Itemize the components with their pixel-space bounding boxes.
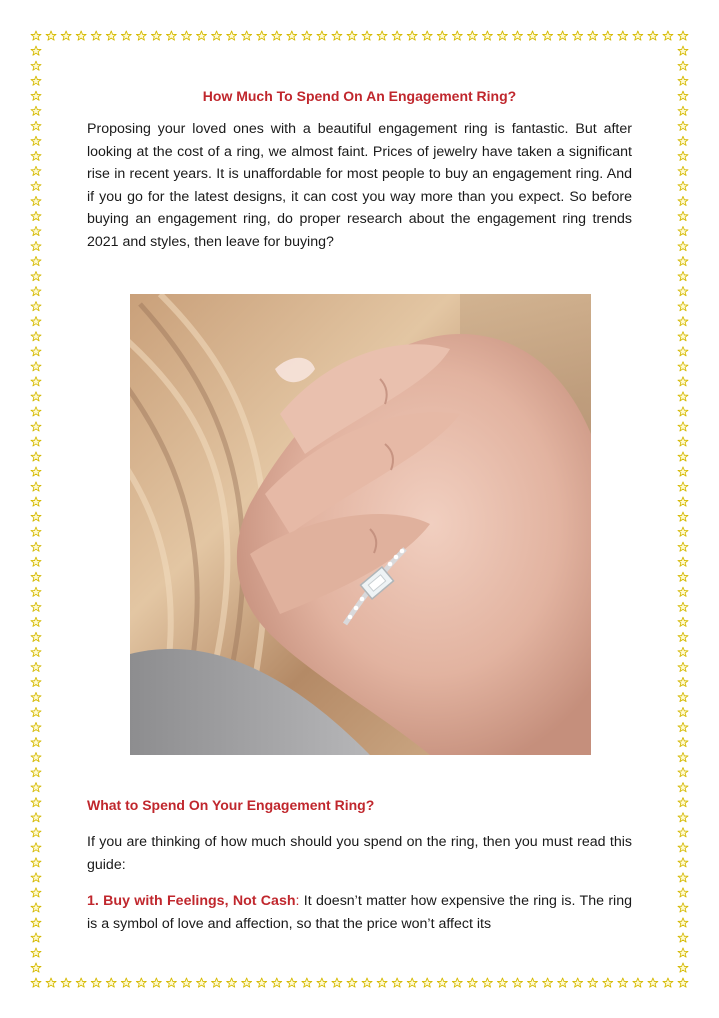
star-icon — [678, 302, 688, 311]
star-icon — [31, 91, 41, 100]
star-icon — [302, 978, 312, 987]
star-icon — [678, 602, 688, 611]
star-icon — [678, 978, 688, 987]
star-icon — [31, 722, 41, 731]
star-icon — [678, 286, 688, 295]
star-icon — [31, 677, 41, 686]
star-icon — [543, 978, 553, 987]
star-icon — [31, 617, 41, 626]
star-icon — [121, 978, 131, 987]
star-icon — [317, 978, 327, 987]
star-icon — [588, 978, 598, 987]
star-icon — [362, 31, 372, 40]
star-icon — [543, 31, 553, 40]
star-icon — [452, 31, 462, 40]
star-icon — [678, 858, 688, 867]
star-icon — [678, 181, 688, 190]
star-icon — [151, 978, 161, 987]
star-icon — [437, 31, 447, 40]
star-icon — [407, 978, 417, 987]
star-icon — [678, 677, 688, 686]
star-icon — [678, 963, 688, 972]
star-icon — [31, 76, 41, 85]
star-icon — [678, 557, 688, 566]
star-icon — [512, 31, 522, 40]
star-icon — [678, 933, 688, 942]
star-icon — [678, 542, 688, 551]
star-icon — [678, 91, 688, 100]
star-icon — [31, 467, 41, 476]
star-icon — [332, 31, 342, 40]
star-icon — [136, 978, 146, 987]
star-icon — [31, 271, 41, 280]
star-icon — [678, 377, 688, 386]
page-title: How Much To Spend On An Engagement Ring? — [202, 88, 517, 104]
star-icon — [377, 978, 387, 987]
star-icon — [422, 31, 432, 40]
star-icon — [678, 121, 688, 130]
star-icon — [527, 31, 537, 40]
star-icon — [392, 31, 402, 40]
star-icon — [31, 737, 41, 746]
star-icon — [512, 978, 522, 987]
star-icon — [618, 978, 628, 987]
intro-paragraph: Proposing your loved ones with a beautiful engagement ring is fantastic. But after looking at the cost of a ring, we almost faint. Prices of jewelry have taken a significant rise in recent years. It is unaffordable for most people to buy an engagement ring. And if you go for the latest designs, it can cost you way more than you expect. So before buying an engagement ring, do proper research about the engagement ring trends 2021 and styles, then leave for buying? — [87, 121, 632, 250]
star-icon — [227, 978, 237, 987]
star-icon — [31, 602, 41, 611]
point-1-text: It doesn’t matter how expensive the ring is. The ring is a symbol of love and affection, so that the price won’t affect its — [87, 893, 632, 932]
star-icon — [558, 31, 568, 40]
star-icon — [678, 392, 688, 401]
star-icon — [181, 31, 191, 40]
star-icon — [166, 978, 176, 987]
star-icon — [46, 978, 56, 987]
star-icon — [31, 392, 41, 401]
star-icon — [347, 31, 357, 40]
star-icon — [31, 136, 41, 145]
star-icon — [678, 873, 688, 882]
star-icon — [332, 978, 342, 987]
star-icon — [678, 226, 688, 235]
star-icon — [31, 632, 41, 641]
star-icon — [678, 587, 688, 596]
star-icon — [31, 106, 41, 115]
star-icon — [31, 707, 41, 716]
star-icon — [31, 918, 41, 927]
star-icon — [61, 31, 71, 40]
star-icon — [31, 377, 41, 386]
star-icon — [31, 587, 41, 596]
star-icon — [678, 783, 688, 792]
star-icon — [257, 978, 267, 987]
page-content — [87, 88, 632, 253]
star-icon — [678, 632, 688, 641]
star-icon — [31, 662, 41, 671]
star-icon — [196, 978, 206, 987]
star-icon — [678, 61, 688, 70]
star-icon — [31, 813, 41, 822]
star-icon — [76, 31, 86, 40]
star-icon — [31, 46, 41, 55]
star-icon — [76, 978, 86, 987]
star-icon — [227, 31, 237, 40]
star-icon — [31, 302, 41, 311]
star-icon — [31, 692, 41, 701]
star-icon — [618, 31, 628, 40]
star-icon — [31, 317, 41, 326]
star-icon — [31, 166, 41, 175]
star-icon — [467, 978, 477, 987]
star-icon — [242, 31, 252, 40]
star-icon — [678, 497, 688, 506]
point-1-label: 1. Buy with Feelings, Not Cash — [87, 893, 296, 909]
star-icon — [31, 858, 41, 867]
star-icon — [31, 903, 41, 912]
star-icon — [257, 31, 267, 40]
star-icon — [31, 497, 41, 506]
star-icon — [663, 978, 673, 987]
star-icon — [678, 512, 688, 521]
star-icon — [31, 181, 41, 190]
star-icon — [588, 31, 598, 40]
star-icon — [678, 843, 688, 852]
star-icon — [648, 978, 658, 987]
star-icon — [678, 452, 688, 461]
star-icon — [91, 978, 101, 987]
star-icon — [31, 933, 41, 942]
star-icon — [648, 31, 658, 40]
star-icon — [302, 31, 312, 40]
star-icon — [558, 978, 568, 987]
star-icon — [31, 121, 41, 130]
star-icon — [31, 798, 41, 807]
star-icon — [603, 978, 613, 987]
star-icon — [31, 196, 41, 205]
star-icon — [467, 31, 477, 40]
section-what-to-spend — [87, 797, 632, 935]
star-icon — [497, 978, 507, 987]
star-icon — [272, 31, 282, 40]
star-icon — [242, 978, 252, 987]
star-icon — [46, 31, 56, 40]
star-icon — [678, 662, 688, 671]
star-icon — [287, 31, 297, 40]
star-icon — [678, 752, 688, 761]
star-icon — [31, 783, 41, 792]
section-intro: If you are thinking of how much should you spend on the ring, then you must read this guide: — [87, 834, 632, 873]
star-icon — [31, 452, 41, 461]
star-icon — [31, 768, 41, 777]
star-icon — [31, 226, 41, 235]
star-icon — [31, 31, 41, 40]
star-icon — [678, 918, 688, 927]
star-icon — [482, 978, 492, 987]
star-icon — [212, 978, 222, 987]
star-icon — [31, 422, 41, 431]
star-icon — [678, 256, 688, 265]
star-icon — [136, 31, 146, 40]
star-icon — [31, 332, 41, 341]
star-icon — [31, 527, 41, 536]
star-icon — [678, 166, 688, 175]
star-icon — [678, 828, 688, 837]
star-icon — [166, 31, 176, 40]
star-icon — [678, 46, 688, 55]
star-icon — [678, 467, 688, 476]
star-icon — [287, 978, 297, 987]
star-icon — [31, 347, 41, 356]
star-icon — [573, 31, 583, 40]
star-icon — [497, 31, 507, 40]
star-icon — [392, 978, 402, 987]
star-icon — [377, 31, 387, 40]
star-icon — [678, 768, 688, 777]
star-icon — [678, 482, 688, 491]
point-1 — [87, 890, 632, 935]
star-icon — [31, 888, 41, 897]
star-icon — [678, 692, 688, 701]
star-icon — [678, 332, 688, 341]
star-icon — [482, 31, 492, 40]
star-icon — [678, 196, 688, 205]
star-icon — [121, 31, 131, 40]
star-icon — [678, 241, 688, 250]
star-icon — [678, 647, 688, 656]
star-icon — [347, 978, 357, 987]
star-icon — [31, 978, 41, 987]
star-icon — [678, 617, 688, 626]
star-icon — [603, 31, 613, 40]
star-icon — [678, 527, 688, 536]
star-icon — [573, 978, 583, 987]
star-icon — [31, 963, 41, 972]
star-icon — [31, 482, 41, 491]
star-icon — [31, 873, 41, 882]
star-icon — [31, 843, 41, 852]
star-icon — [678, 813, 688, 822]
point-1-separator: : — [295, 893, 300, 909]
star-icon — [678, 903, 688, 912]
star-icon — [106, 978, 116, 987]
star-icon — [678, 407, 688, 416]
star-icon — [31, 542, 41, 551]
star-icon — [272, 978, 282, 987]
star-icon — [678, 136, 688, 145]
star-icon — [31, 647, 41, 656]
star-icon — [678, 422, 688, 431]
star-icon — [678, 211, 688, 220]
star-icon — [317, 31, 327, 40]
star-icon — [678, 722, 688, 731]
star-icon — [678, 948, 688, 957]
star-icon — [678, 347, 688, 356]
star-icon — [31, 241, 41, 250]
star-icon — [678, 798, 688, 807]
star-icon — [31, 752, 41, 761]
star-icon — [678, 76, 688, 85]
star-icon — [31, 256, 41, 265]
star-icon — [151, 31, 161, 40]
star-icon — [181, 978, 191, 987]
star-icon — [31, 948, 41, 957]
star-icon — [678, 362, 688, 371]
star-icon — [633, 31, 643, 40]
star-icon — [31, 557, 41, 566]
star-icon — [31, 286, 41, 295]
star-icon — [31, 151, 41, 160]
star-icon — [678, 888, 688, 897]
section-heading: What to Spend On Your Engagement Ring? — [87, 797, 375, 813]
star-icon — [407, 31, 417, 40]
star-icon — [437, 978, 447, 987]
star-icon — [196, 31, 206, 40]
star-icon — [106, 31, 116, 40]
star-icon — [678, 572, 688, 581]
star-icon — [678, 271, 688, 280]
star-icon — [31, 362, 41, 371]
star-icon — [678, 106, 688, 115]
star-icon — [31, 407, 41, 416]
star-icon — [31, 211, 41, 220]
star-icon — [31, 437, 41, 446]
star-icon — [663, 31, 673, 40]
hand-with-engagement-ring-photo — [130, 294, 591, 755]
star-icon — [31, 572, 41, 581]
star-icon — [452, 978, 462, 987]
star-icon — [678, 317, 688, 326]
star-icon — [678, 31, 688, 40]
star-icon — [91, 31, 101, 40]
star-icon — [678, 437, 688, 446]
star-icon — [31, 828, 41, 837]
star-icon — [678, 737, 688, 746]
star-icon — [31, 61, 41, 70]
star-icon — [31, 512, 41, 521]
star-icon — [422, 978, 432, 987]
star-icon — [362, 978, 372, 987]
star-icon — [61, 978, 71, 987]
star-icon — [633, 978, 643, 987]
star-icon — [678, 707, 688, 716]
star-icon — [527, 978, 537, 987]
star-icon — [678, 151, 688, 160]
star-icon — [212, 31, 222, 40]
